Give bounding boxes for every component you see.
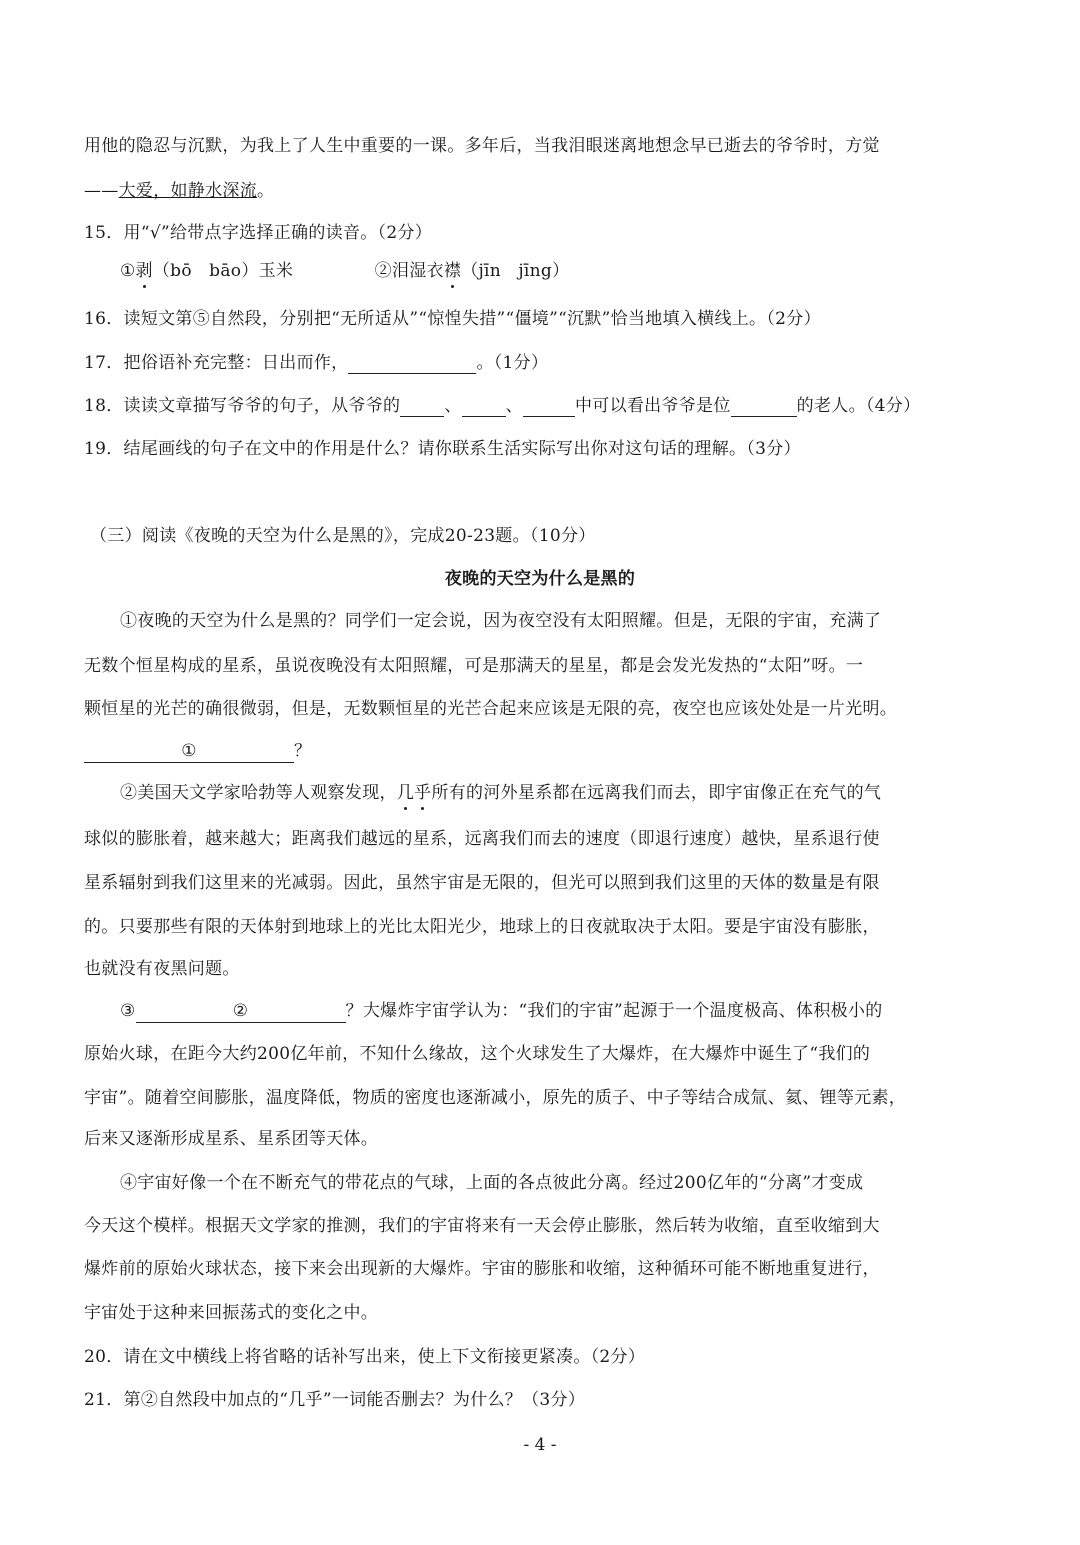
p2-text: ②美国天文学家哈勃等人观察发现， (120, 783, 397, 803)
option-a-pinyin: （bō bāo）玉米 (152, 261, 294, 281)
section-heading: （三）阅读《夜晚的天空为什么是黑的》，完成20-23题。（10分） (90, 526, 596, 546)
paragraph-number: ③ (120, 1001, 136, 1021)
question-17 (84, 352, 1020, 374)
dotted-char: 襟 (443, 261, 462, 281)
dotted-char: 几 (396, 783, 415, 803)
paragraph-2-line: 的。只要那些有限的天体射到地球上的光比太阳光少，地球上的日夜就取决于太阳。要是宇宙没有膨胀， (84, 917, 880, 937)
p3-text: ？大爆炸宇宙学认为：“我们的宇宙”起源于一个温度极高、体积极小的 (345, 1001, 883, 1021)
question-18 (84, 395, 1020, 417)
paragraph-3-line: 宇宙”。随着空间膨胀，温度降低，物质的密度也逐渐减小，原先的质子、中子等结合成氚、氦、锂等元素， (84, 1088, 907, 1108)
q17-end: 。（1分） (476, 353, 549, 373)
paragraph-1-line: 无数个恒星构成的星系，虽说夜晚没有太阳照耀，可是那满天的星星，都是会发光发热的“太阳”呀。一 (84, 656, 864, 676)
paragraph-2-line: 星系辐射到我们这里来的光减弱。因此，虽然宇宙是无限的，但光可以照到我们这里的天体的数量是有限 (84, 873, 880, 893)
underlined-conclusion-line (84, 180, 1020, 202)
text-line: 用他的隐忍与沉默，为我上了人生中重要的一课。多年后，当我泪眼迷离地想念早已逝去的爷爷时，方觉 (84, 136, 880, 156)
dotted-char: 乎 (414, 783, 432, 803)
answer-blank[interactable] (348, 355, 476, 374)
blank-1-field[interactable] (84, 740, 294, 763)
paragraph-3-line: 后来又逐渐形成星系、星系团等天体。 (84, 1129, 379, 1149)
question-16: 16．读短文第⑤自然段，分别把“无所适从”“惊惶失措”“僵境”“沉默”恰当地填入横线上。（2分） (84, 309, 821, 329)
separator: 、 (505, 396, 523, 416)
paragraph-3-line: 原始火球，在距今大约200亿年前，不知什么缘故，这个火球发生了大爆炸，在大爆炸中诞生了“我们的 (84, 1044, 871, 1064)
fill-blank-1 (84, 740, 1020, 763)
underlined-sentence: 大爱，如静水深流 (118, 181, 258, 201)
q17-text: 17．把俗语补充完整：日出而作， (84, 353, 349, 373)
article-title: 夜晚的天空为什么是黑的 (444, 569, 636, 589)
answer-blank[interactable] (731, 398, 797, 417)
page-number: - 4 - (523, 1435, 557, 1455)
question-15: 15．用“√”给带点字选择正确的读音。（2分） (84, 223, 433, 243)
period: 。 (257, 181, 275, 201)
q18-end: 的老人。（4分） (796, 396, 921, 416)
paragraph-4-line: 宇宙处于这种来回振荡式的变化之中。 (84, 1303, 379, 1323)
paragraph-1-line: ①夜晚的天空为什么是黑的？同学们一定会说，因为夜空没有太阳照耀。但是，无限的宇宙，充满了 (120, 611, 882, 631)
question-21: 21．第②自然段中加点的“几乎”一词能否删去？为什么？（3分） (84, 1390, 586, 1410)
paragraph-4-line: 今天这个模样。根据天文学家的推测，我们的宇宙将来有一天会停止膨胀，然后转为收缩，直至收缩到大 (84, 1216, 880, 1236)
answer-blank[interactable] (400, 398, 444, 417)
blank-number: ① (181, 741, 197, 761)
paragraph-4-line: ④宇宙好像一个在不断充气的带花点的气球，上面的各点彼此分离。经过200亿年的“分离”才变成 (120, 1173, 864, 1193)
paragraph-3-line (120, 1000, 1020, 1023)
dash: —— (84, 181, 119, 201)
answer-blank[interactable] (462, 398, 506, 417)
paragraph-1-line: 颗恒星的光芒的确很微弱，但是，无数颗恒星的光芒合起来应该是无限的亮，夜空也应该处处是一片光明。 (84, 699, 898, 719)
q18-mid: 中可以看出爷爷是位 (574, 396, 731, 416)
paragraph-2-line: 也就没有夜黑问题。 (84, 959, 240, 979)
blank-2-field[interactable] (136, 1000, 346, 1023)
paragraph-2-line: 球似的膨胀着，越来越大；距离我们越远的星系，远离我们而去的速度（即退行速度）越快，星系退行使 (84, 829, 880, 849)
blank-number: ② (232, 1001, 249, 1021)
option-b-pinyin: （jīn jīng） (461, 261, 570, 281)
p2-text: 所有的河外星系都在远离我们而去，即宇宙像正在充气的气 (431, 783, 882, 803)
q18-text: 18．读读文章描写爷爷的句子，从爷爷的 (84, 396, 401, 416)
option-b-prefix: ②泪湿衣 (374, 261, 444, 281)
question-19: 19．结尾画线的句子在文中的作用是什么？请你联系生活实际写出你对这句话的理解。（3分） (84, 439, 801, 459)
separator: 、 (444, 396, 462, 416)
question-20: 20．请在文中横线上将省略的话补写出来，使上下文衔接更紧凑。（2分） (84, 1347, 646, 1367)
paragraph-2-line (120, 782, 1020, 804)
question-mark: ？ (294, 741, 312, 761)
question-15-options (120, 260, 1020, 282)
paragraph-4-line: 爆炸前的原始火球状态，接下来会出现新的大爆炸。宇宙的膨胀和收缩，这种循环可能不断地重复进行， (84, 1259, 880, 1279)
dotted-char: 剥 (135, 261, 153, 281)
option-a-prefix: ① (120, 261, 136, 281)
answer-blank[interactable] (523, 398, 575, 417)
